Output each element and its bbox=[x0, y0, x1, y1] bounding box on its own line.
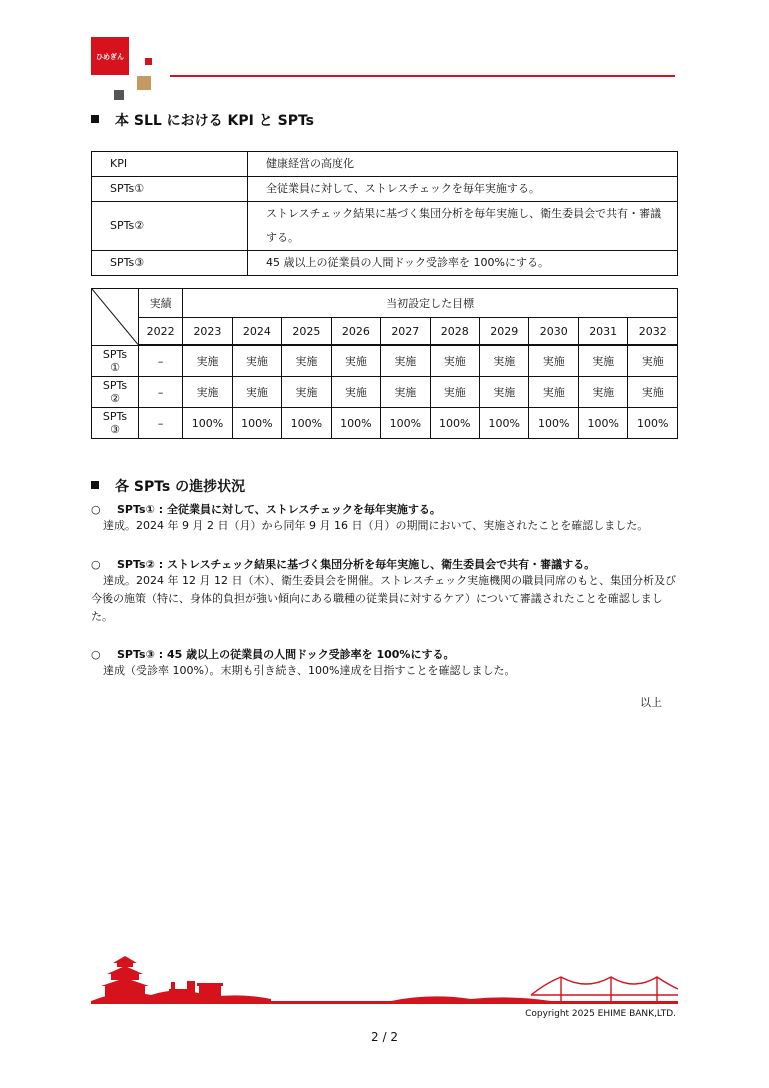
year-row bbox=[92, 318, 678, 346]
target-row-label: SPTs ① bbox=[92, 345, 139, 377]
target-cell: 100% bbox=[232, 408, 281, 439]
target-cell: 100% bbox=[430, 408, 479, 439]
target-cell: 100% bbox=[331, 408, 380, 439]
end-marker: 以上 bbox=[640, 696, 662, 709]
decor-square-red bbox=[145, 58, 152, 65]
progress-item-heading-line bbox=[91, 501, 681, 517]
target-cell: 実施 bbox=[578, 345, 627, 377]
square-bullet-icon bbox=[91, 115, 99, 123]
footer-illustration bbox=[91, 955, 678, 1005]
target-row bbox=[92, 345, 678, 377]
target-cell: 実施 bbox=[628, 345, 678, 377]
year-cell: 2022 bbox=[139, 318, 183, 346]
target-cell: 実施 bbox=[480, 345, 529, 377]
year-cell: 2024 bbox=[232, 318, 281, 346]
target-header: 当初設定した目標 bbox=[183, 289, 678, 318]
target-cell: 実施 bbox=[183, 345, 232, 377]
kpi-row bbox=[92, 152, 678, 177]
progress-item bbox=[91, 501, 681, 535]
year-cell: 2025 bbox=[282, 318, 331, 346]
castle-icon bbox=[101, 956, 149, 1001]
kpi-label: SPTs③ bbox=[92, 251, 248, 276]
target-cell: 実施 bbox=[529, 377, 578, 408]
progress-item-heading: SPTs③ : 45 歳以上の従業員の人間ドック受診率を 100%にする。 bbox=[117, 648, 455, 661]
target-cell: 100% bbox=[282, 408, 331, 439]
target-cell: 実施 bbox=[480, 377, 529, 408]
decor-square-gold bbox=[137, 76, 151, 90]
year-cell: 2029 bbox=[480, 318, 529, 346]
target-cell: 実施 bbox=[381, 377, 430, 408]
section-kpi-heading bbox=[91, 110, 314, 130]
circle-marker-icon: ○ bbox=[91, 558, 101, 571]
target-cell: 実施 bbox=[529, 345, 578, 377]
target-cell: 実施 bbox=[430, 345, 479, 377]
year-cell: 2023 bbox=[183, 318, 232, 346]
target-cell: 実施 bbox=[232, 345, 281, 377]
target-cell: 実施 bbox=[578, 377, 627, 408]
year-cell: 2031 bbox=[578, 318, 627, 346]
section-kpi-title: 本 SLL における KPI と SPTs bbox=[115, 113, 314, 129]
header-rule bbox=[170, 75, 675, 77]
target-cell: 実施 bbox=[628, 377, 678, 408]
kpi-value: 健康経営の高度化 bbox=[248, 152, 678, 177]
target-cell: – bbox=[139, 377, 183, 408]
year-cell: 2028 bbox=[430, 318, 479, 346]
year-cell: 2032 bbox=[628, 318, 678, 346]
kpi-row bbox=[92, 251, 678, 276]
section-progress-heading bbox=[91, 476, 245, 496]
target-cell: – bbox=[139, 345, 183, 377]
progress-item-body: 達成。2024 年 12 月 12 日（木）、衛生委員会を開催。ストレスチェック実施機関の職員同席のもと、集団分析及び今後の施策（特に、身体的負担が強い傾向にある職種の従業員に対するケア）について審議されたことを確認しました。 bbox=[91, 574, 677, 623]
target-row bbox=[92, 377, 678, 408]
target-cell: 100% bbox=[628, 408, 678, 439]
decor-square-gray bbox=[114, 90, 124, 100]
year-cell: 2030 bbox=[529, 318, 578, 346]
kpi-label: SPTs① bbox=[92, 177, 248, 202]
target-table bbox=[91, 288, 678, 439]
year-cell: 2026 bbox=[331, 318, 380, 346]
target-cell: 実施 bbox=[381, 345, 430, 377]
kpi-label: KPI bbox=[92, 152, 248, 177]
target-row-label: SPTs ② bbox=[92, 377, 139, 408]
progress-item bbox=[91, 556, 681, 626]
diagonal-line bbox=[92, 289, 138, 345]
year-cell: 2027 bbox=[381, 318, 430, 346]
progress-item bbox=[91, 646, 681, 680]
kpi-table bbox=[91, 151, 678, 276]
kpi-value: 全従業員に対して、ストレスチェックを毎年実施する。 bbox=[248, 177, 678, 202]
kpi-label: SPTs② bbox=[92, 202, 248, 251]
copyright-text: Copyright 2025 EHIME BANK,LTD. bbox=[525, 1009, 676, 1019]
progress-item-body: 達成。2024 年 9 月 2 日（月）から同年 9 月 16 日（月）の期間において、実施されたことを確認しました。 bbox=[103, 519, 649, 532]
target-cell: 100% bbox=[578, 408, 627, 439]
diagonal-corner-cell bbox=[92, 289, 139, 346]
section-progress-title: 各 SPTs の進捗状況 bbox=[115, 479, 246, 495]
circle-marker-icon: ○ bbox=[91, 503, 101, 516]
target-cell: 実施 bbox=[282, 345, 331, 377]
target-cell: 実施 bbox=[331, 377, 380, 408]
progress-item-heading: SPTs② : ストレスチェック結果に基づく集団分析を毎年実施し、衛生委員会で共有・審議する。 bbox=[117, 558, 596, 571]
target-cell: 実施 bbox=[430, 377, 479, 408]
page-number: 2 / 2 bbox=[371, 1030, 398, 1044]
target-cell: 100% bbox=[529, 408, 578, 439]
kpi-value: ストレスチェック結果に基づく集団分析を毎年実施し、衛生委員会で共有・審議する。 bbox=[248, 202, 678, 251]
bank-logo-text: ひめぎん bbox=[96, 53, 124, 61]
progress-item-heading-line bbox=[91, 646, 681, 662]
kpi-row bbox=[92, 202, 678, 251]
target-cell: 100% bbox=[183, 408, 232, 439]
target-cell: 実施 bbox=[232, 377, 281, 408]
target-cell: – bbox=[139, 408, 183, 439]
progress-item-heading: SPTs① : 全従業員に対して、ストレスチェックを毎年実施する。 bbox=[117, 503, 441, 516]
target-header-row bbox=[92, 289, 678, 318]
kpi-row bbox=[92, 177, 678, 202]
target-row bbox=[92, 408, 678, 439]
target-cell: 実施 bbox=[331, 345, 380, 377]
target-row-label: SPTs ③ bbox=[92, 408, 139, 439]
bridge-icon bbox=[531, 977, 678, 1001]
circle-marker-icon: ○ bbox=[91, 648, 101, 661]
kpi-value: 45 歳以上の従業員の人間ドック受診率を 100%にする。 bbox=[248, 251, 678, 276]
progress-item-heading-line bbox=[91, 556, 681, 572]
target-cell: 100% bbox=[480, 408, 529, 439]
square-bullet-icon bbox=[91, 481, 99, 489]
target-cell: 100% bbox=[381, 408, 430, 439]
target-cell: 実施 bbox=[183, 377, 232, 408]
target-cell: 実施 bbox=[282, 377, 331, 408]
progress-item-body: 達成（受診率 100%）。末期も引き続き、100%達成を目指すことを確認しました。 bbox=[103, 664, 516, 677]
actual-header: 実績 bbox=[139, 289, 183, 318]
